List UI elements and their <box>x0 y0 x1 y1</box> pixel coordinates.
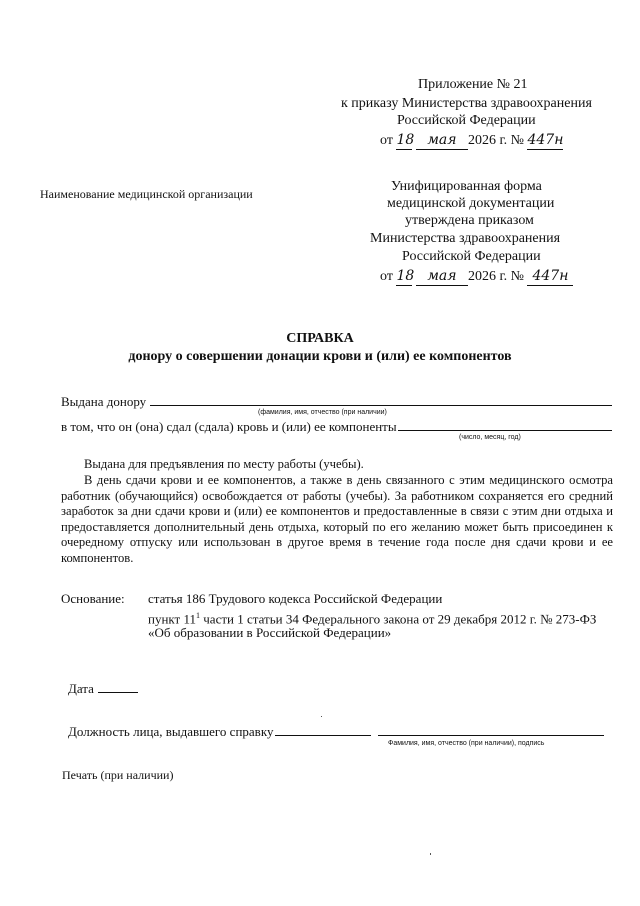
appendix-date-line <box>380 131 563 150</box>
document-title: СПРАВКА <box>286 331 354 346</box>
body-paragraph-2: В день сдачи крови и ее компонентов, а также в день связанного с этим медицинского осмотра работник (обучающийся) освобождается от работы (учебы). За работником сохраняется его средний заработок за дни сдачи крови и (или) ее компонентов и предоставленные в связи с этим дни отдыха и предоставляется дополнительный день отдыха, который по его желанию может быть присоединен к очередному отпуску или использован в другое время в течение года после дня сдачи крови и ее компонентов. <box>61 473 613 565</box>
position-field[interactable] <box>275 735 371 736</box>
scan-speck <box>321 716 322 717</box>
appendix-number: Приложение № 21 <box>418 77 528 92</box>
appendix-date-year: 2026 г. <box>467 133 508 148</box>
form-date-year: 2026 г. <box>467 269 508 284</box>
appendix-date-month: мая <box>416 131 468 150</box>
appendix-date-day: 18 <box>396 132 415 148</box>
form-date-day: 18 <box>396 268 415 284</box>
signature-field[interactable] <box>378 735 604 736</box>
donation-date-hint: (число, месяц, год) <box>459 434 521 441</box>
basis-line-2-sup: 1 <box>196 611 201 620</box>
body-paragraph-1: Выдана для предъявления по месту работы (учебы). <box>84 457 364 471</box>
seal-label: Печать (при наличии) <box>62 768 174 782</box>
form-date-month: мая <box>416 267 468 286</box>
donation-date-field[interactable] <box>398 430 612 431</box>
signature-hint: Фамилия, имя, отчество (при наличии), подпись <box>388 740 545 747</box>
date-field[interactable] <box>98 692 138 693</box>
donor-name-field[interactable] <box>150 405 612 406</box>
position-label: Должность лица, выдавшего справку <box>68 724 274 739</box>
form-date-prefix: от <box>380 269 393 284</box>
org-name-label: Наименование медицинской организации <box>40 187 253 201</box>
donor-name-hint: (фамилия, имя, отчество (при наличии) <box>258 409 387 416</box>
form-line-1: Унифицированная форма <box>391 179 542 194</box>
form-number-prefix: № <box>510 269 524 284</box>
form-line-3: утверждена приказом <box>405 213 534 228</box>
appendix-order: к приказу Министерства здравоохранения <box>341 96 592 111</box>
appendix-number-prefix: № <box>510 133 524 148</box>
scan-speck <box>430 853 431 855</box>
basis-line-2-end: части 1 статьи 34 Федерального закона от 29 декабря 2012 г. № 273-ФЗ <box>200 611 597 627</box>
basis-line-1: статья 186 Трудового кодекса Российской Федерации <box>148 591 443 606</box>
appendix-date-prefix: от <box>380 133 393 148</box>
form-line-2: медицинской документации <box>387 196 555 211</box>
issued-to-label: Выдана донору <box>61 394 147 409</box>
form-date-line <box>380 267 573 286</box>
form-order-number: 447н <box>527 267 573 286</box>
appendix-federation: Российской Федерации <box>397 113 536 128</box>
appendix-order-number: 447н <box>527 132 564 148</box>
donated-label: в том, что он (она) сдал (сдала) кровь и (или) ее компоненты <box>61 419 397 434</box>
basis-line-3: «Об образовании в Российской Федерации» <box>148 625 392 640</box>
form-line-5: Российской Федерации <box>402 249 541 264</box>
basis-label: Основание: <box>61 591 125 606</box>
document-subtitle: донору о совершении донации крови и (или) ее компонентов <box>128 349 512 364</box>
basis-line-2-start: пункт 11 <box>148 611 197 627</box>
form-line-4: Министерства здравоохранения <box>370 231 561 246</box>
date-label: Дата <box>68 681 94 696</box>
